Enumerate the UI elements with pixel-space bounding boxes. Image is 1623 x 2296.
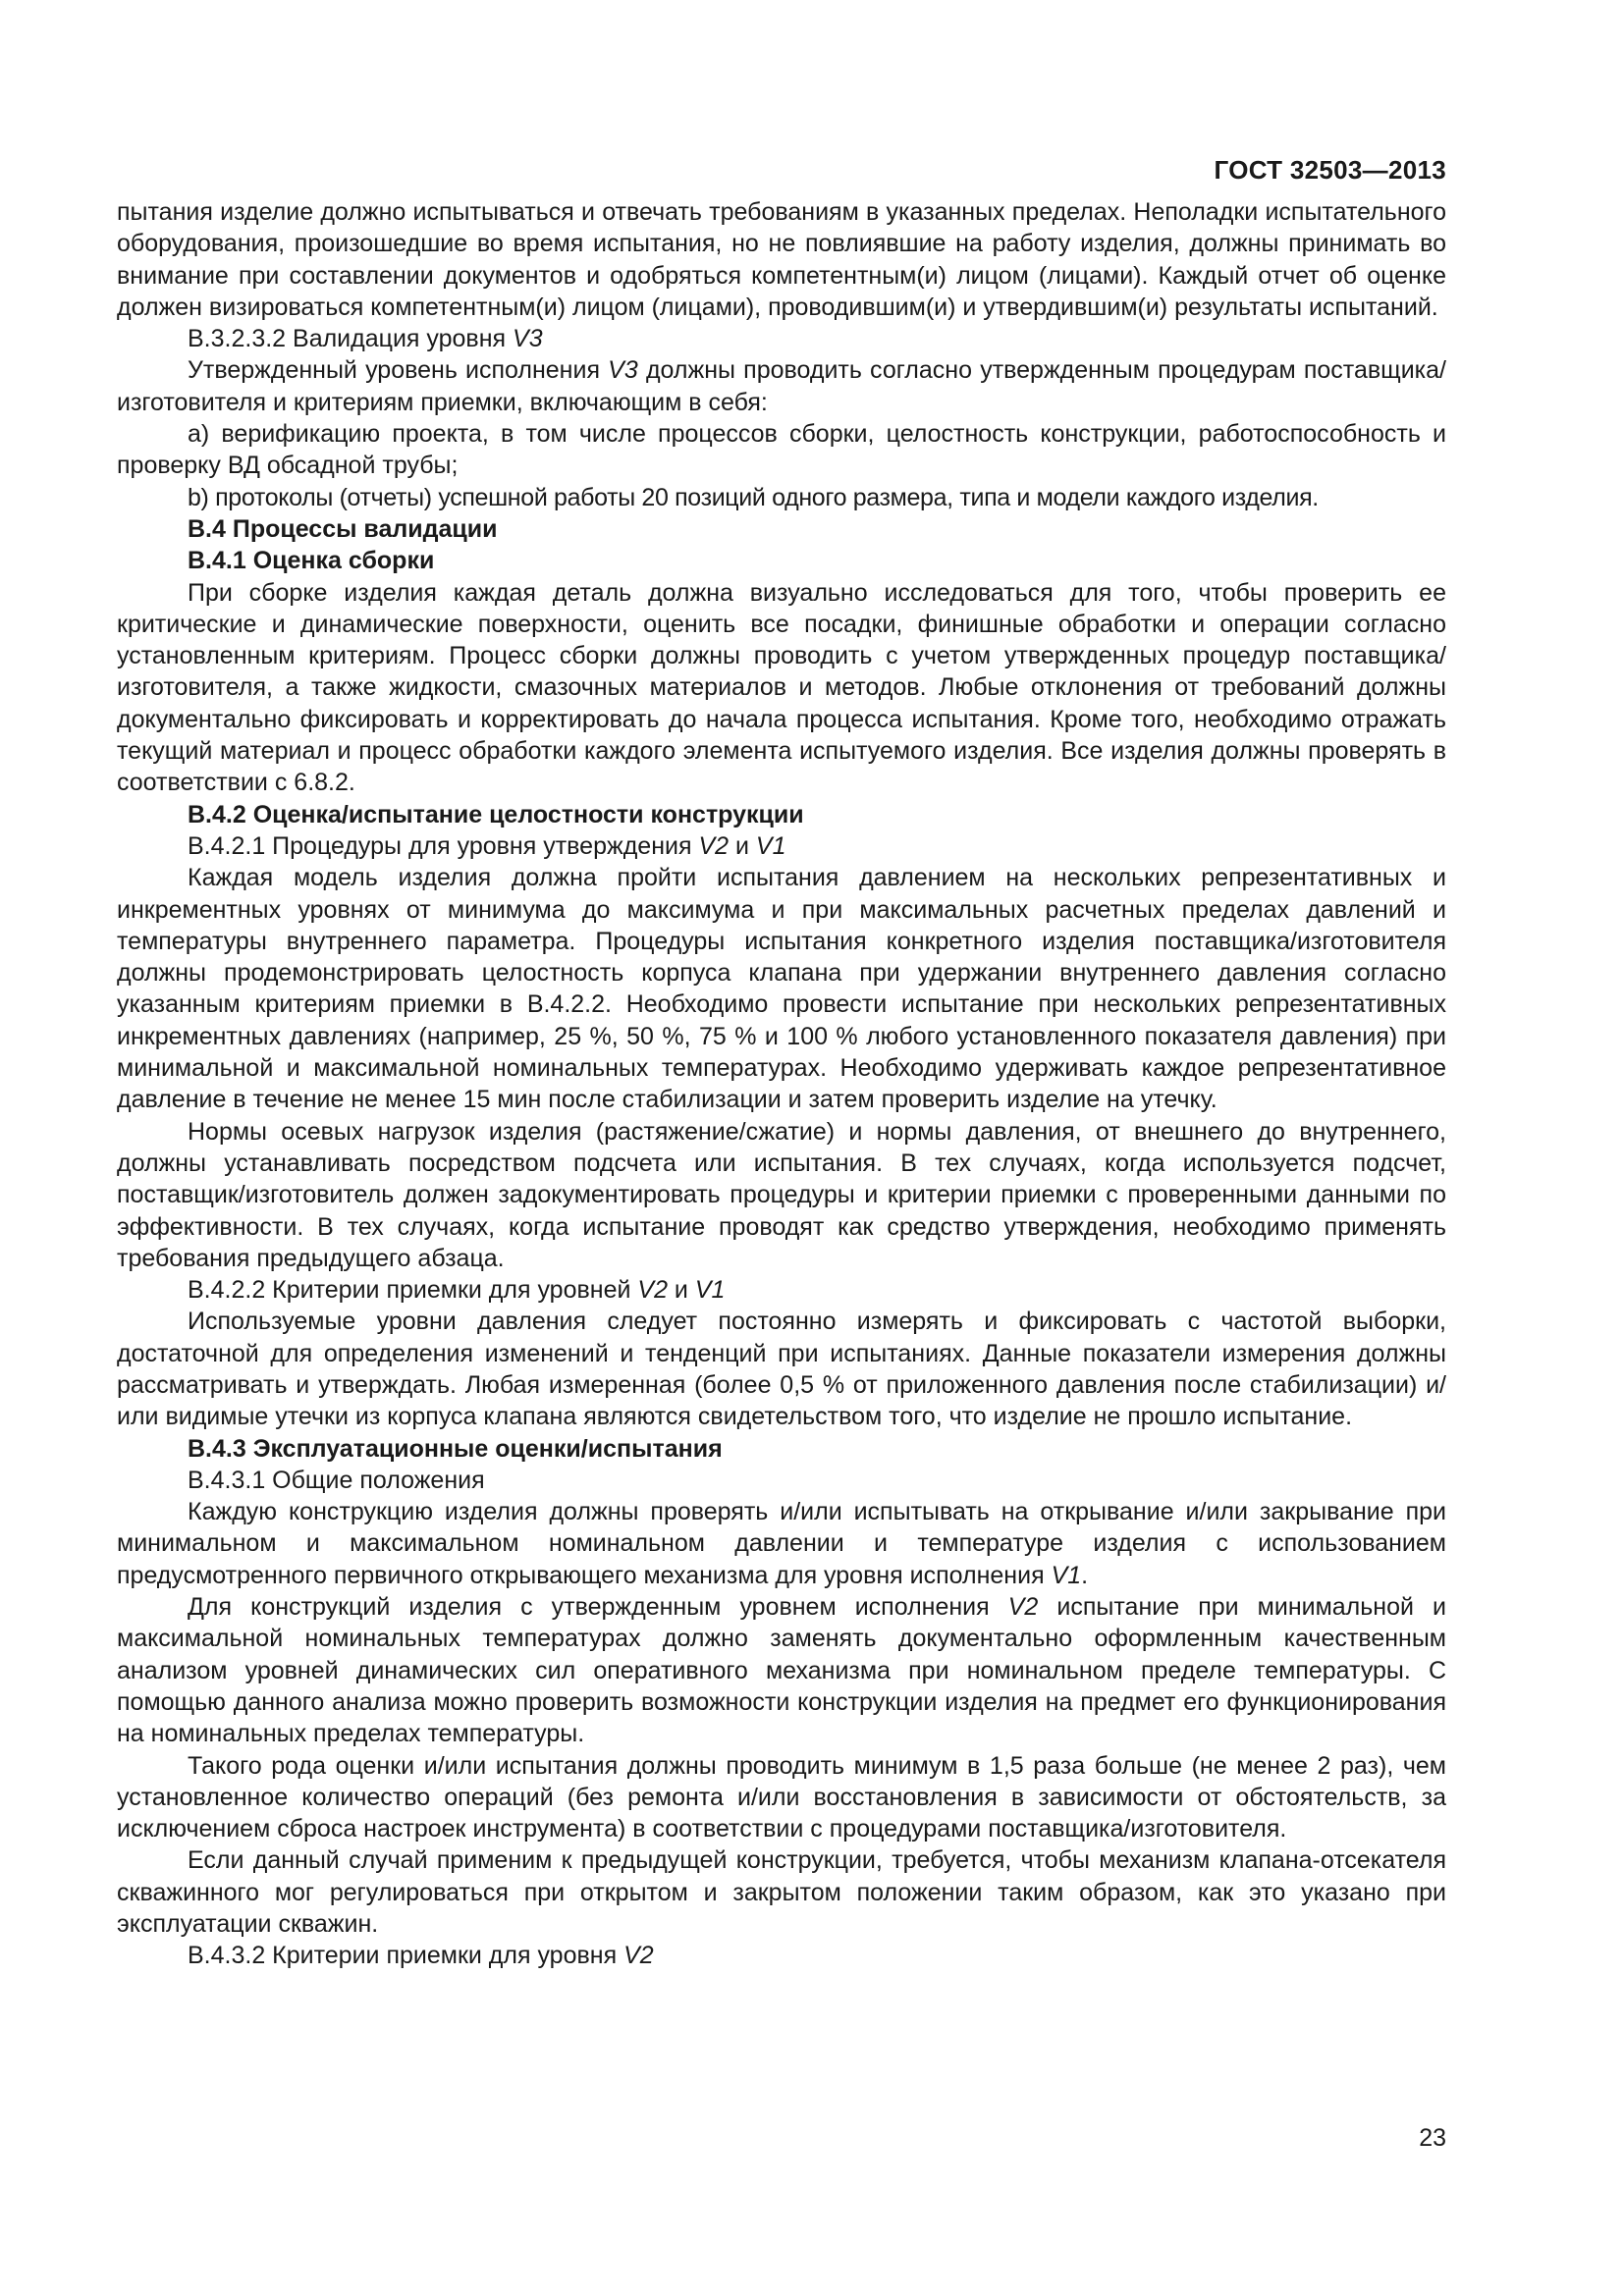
level-ref: V1 xyxy=(1051,1561,1082,1589)
subsection-text: В.4.3.2 Критерии приемки для уровня xyxy=(188,1942,624,1970)
paragraph-text: Утвержденный уровень исполнения xyxy=(188,356,609,385)
subsection-b432 xyxy=(117,1940,1446,1971)
paragraph-continuation: пытания изделие должно испытываться и отвечать требованиям в указанных пределах. Неполадки испытательного оборудования, произошедшие во время испытания, но не повлиявшие на работу изделия, должны принимать во внимание при составлении документов и одобряться компетентным(и) лицом (лицами). Каждый отчет об оценке должен визироваться компетентным(и) лицом (лицами), проводившим(и) и утвердившим(и) результаты испытаний. xyxy=(117,198,1446,321)
document-code: ГОСТ 32503—2013 xyxy=(1214,155,1446,185)
heading-b43: В.4.3 Эксплуатационные оценки/испытания xyxy=(188,1434,723,1463)
paragraph-pressure-tests: Каждая модель изделия должна пройти испытания давлением на нескольких репрезентативных и инкрементных уровнях от минимума до максимума и при максимальных расчетных пределах давлений и температуры внутреннего параметра. Процедуры испытания конкретного изделия поставщика/изготовителя должны продемонстрировать целостность корпуса клапана при удержании внутреннего давления согласно указанным критериям приемки в В.4.2.2. Необходимо провести испытание при нескольких репрезентативных инкрементных давлениях (например, 25 %, 50 %, 75 % и 100 % любого установленного показателя давления) при минимальной и максимальной номинальных температурах. Необходимо удерживать каждое репрезентативное давление в течение не менее 15 мин после стабилизации и затем проверить изделие на утечку. xyxy=(117,864,1446,1114)
heading-b41: В.4.1 Оценка сборки xyxy=(188,547,435,575)
subsection-b3232 xyxy=(117,323,1446,354)
list-item-a: а) верификацию проекта, в том числе процессов сборки, целостность конструкции, работоспособность и проверку ВД обсадной трубы; xyxy=(117,420,1446,480)
heading-b42: В.4.2 Оценка/испытание целостности конструкции xyxy=(188,800,804,828)
paragraph-text: . xyxy=(1081,1561,1089,1589)
document-body xyxy=(117,196,1446,1972)
level-ref: V2 xyxy=(637,1276,668,1305)
paragraph-operation xyxy=(117,1496,1446,1591)
paragraph-acceptance: Используемые уровни давления следует постоянно измерять и фиксировать с частотой выборки, достаточной для определения изменений и тенденций при испытаниях. Данные показатели измерения должны рассматривать и утверждать. Любая измеренная (более 0,5 % от приложенного давления после стабилизации) и/или видимые утечки из корпуса клапана являются свидетельством того, что изделие не прошло испытание. xyxy=(117,1308,1446,1431)
list-item-b: b) протоколы (отчеты) успешной работы 20 позиций одного размера, типа и модели каждого изделия. xyxy=(188,483,1319,511)
paragraph-text: Для конструкций изделия с утвержденным уровнем исполнения xyxy=(188,1593,1008,1622)
level-ref: V3 xyxy=(513,325,543,353)
paragraph-text: должны проводить согласно утвержденным процедурам поставщика/изготовителя и критериям приемки, включающим в себя: xyxy=(117,356,1446,416)
level-ref: V1 xyxy=(755,831,786,860)
page-number: 23 xyxy=(1419,2124,1446,2152)
subsection-text: В.4.2.2 Критерии приемки для уровней xyxy=(188,1276,638,1305)
paragraph-text: Каждую конструкцию изделия должны проверять и/или испытывать на открывание и/или закрывание при минимальном и максимальном номинальном давлении и температуре изделия с использованием предусмотренного первичного открывающего механизма для уровня исполнения xyxy=(117,1498,1446,1589)
level-ref: V2 xyxy=(623,1942,654,1970)
level-ref: V2 xyxy=(1007,1593,1039,1622)
paragraph-v3 xyxy=(117,354,1446,418)
heading-b4: В.4 Процессы валидации xyxy=(188,514,498,543)
paragraph-v2-designs xyxy=(117,1591,1446,1749)
paragraph-text: испытание при минимальной и максимальной номинальных температурах должно заменять документально оформленным качественным анализом уровней динамических сил оперативного механизма при номинальном пределе температуры. С помощью данного анализа можно проверить возможности конструкции изделия на предмет его функционирования на номинальных пределах температуры. xyxy=(117,1593,1446,1748)
subsection-text: и xyxy=(667,1276,695,1305)
paragraph-axial-loads: Нормы осевых нагрузок изделия (растяжение/сжатие) и нормы давления, от внешнего до внутреннего, должны устанавливать посредством подсчета или испытания. В тех случаях, когда используется подсчет, поставщик/изготовитель должен задокументировать процедуры и критерии приемки с проверенными данными по эффективности. В тех случаях, когда испытание проводят как средство утверждения, необходимо применять требования предыдущего абзаца. xyxy=(117,1117,1446,1272)
paragraph-assembly: При сборке изделия каждая деталь должна визуально исследоваться для того, чтобы проверить ее критические и динамические поверхности, оценить все посадки, финишные обработки и операции согласно установленным критериям. Процесс сборки должны проводить с учетом утвержденных процедур поставщика/изготовителя, а также жидкости, смазочных материалов и методов. Любые отклонения от требований должны документально фиксировать и корректировать до начала процесса испытания. Кроме того, необходимо отражать текущий материал и процесс обработки каждого элемента испытуемого изделия. Все изделия должны проверять в соответствии с 6.8.2. xyxy=(117,578,1446,797)
level-ref: V2 xyxy=(698,831,730,860)
subsection-text: В.4.2.1 Процедуры для уровня утверждения xyxy=(188,831,699,860)
subsection-b431: В.4.3.1 Общие положения xyxy=(188,1466,485,1494)
paragraph-cycles: Такого рода оценки и/или испытания должны проводить минимум в 1,5 раза больше (не менее 2 раз), чем установленное количество операций (без ремонта и/или восстановления в зависимости от обстоятельств, за исключением сброса настроек инструмента) в соответствии с процедурами поставщика/изготовителя. xyxy=(117,1751,1446,1843)
level-ref: V3 xyxy=(608,356,638,385)
paragraph-mechanism: Если данный случай применим к предыдущей конструкции, требуется, чтобы механизм клапана-отсекателя скважинного мог регулироваться при открытом и закрытом положении таким образом, как это указано при эксплуатации скважин. xyxy=(117,1846,1446,1939)
subsection-b422 xyxy=(117,1274,1446,1306)
subsection-b421 xyxy=(117,830,1446,862)
subsection-text: В.3.2.3.2 Валидация уровня xyxy=(188,325,514,353)
level-ref: V1 xyxy=(694,1276,726,1305)
subsection-text: и xyxy=(729,831,756,860)
